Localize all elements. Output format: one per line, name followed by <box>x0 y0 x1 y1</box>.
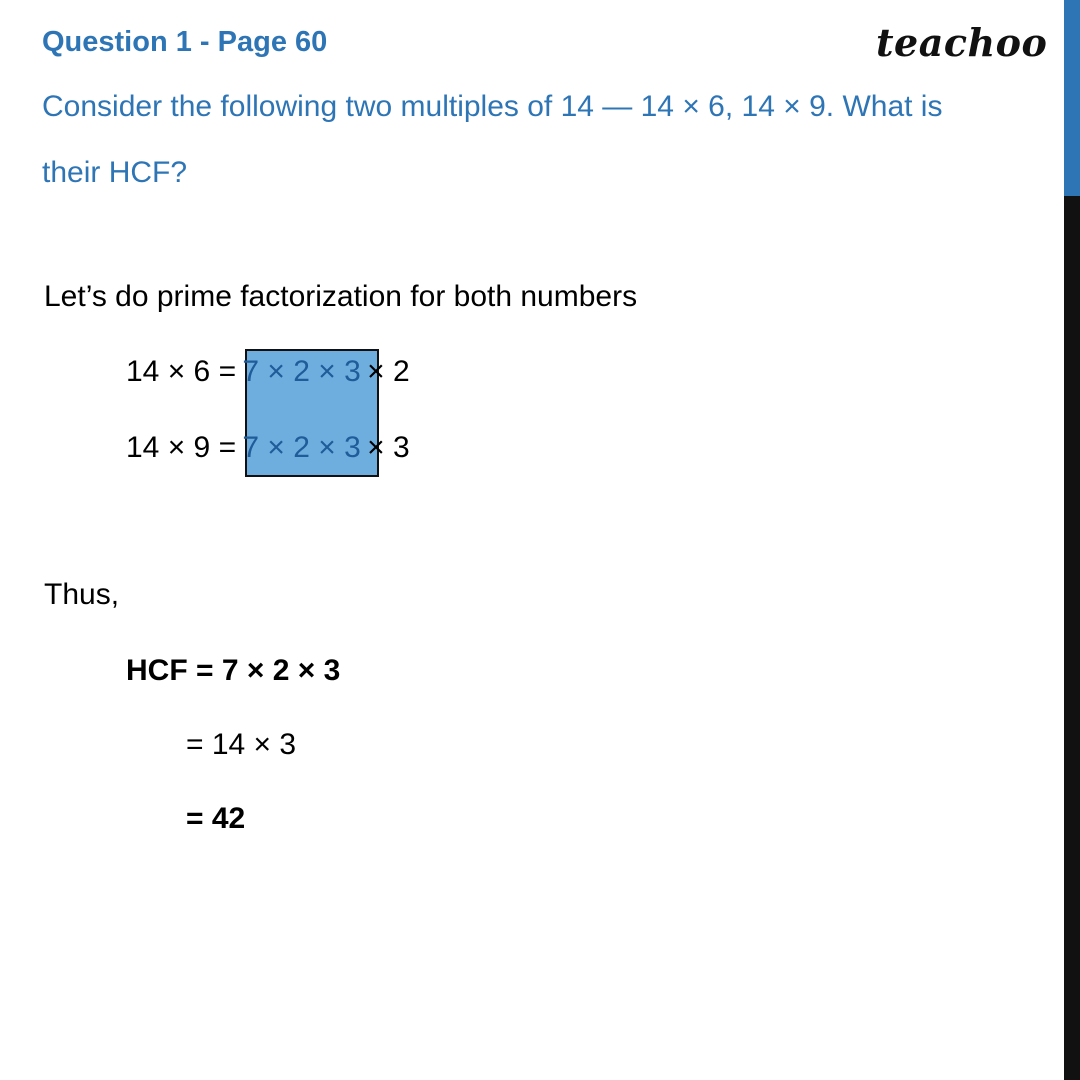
factorization-eq-1 <box>126 352 410 392</box>
eq1-lhs: 14 × 6 = <box>126 355 237 388</box>
solution-intro: Let’s do prime factorization for both numbers <box>44 280 638 313</box>
factorization-eq-2 <box>126 428 410 468</box>
thus-label: Thus, <box>44 578 120 611</box>
eq1-common-factors: 7 × 2 × 3 <box>242 355 361 388</box>
question-line-2: their HCF? <box>42 156 188 189</box>
teachoo-logo: teachoo <box>876 20 1048 65</box>
hcf-final-answer: = 42 <box>186 802 246 835</box>
hcf-result-line: HCF = 7 × 2 × 3 <box>126 654 341 687</box>
eq2-lhs: 14 × 9 = <box>126 431 237 464</box>
eq2-common-factors: 7 × 2 × 3 <box>242 431 361 464</box>
eq1-rest: × 2 <box>367 355 410 388</box>
hcf-step-2: = 14 × 3 <box>186 728 297 761</box>
page-title: Question 1 - Page 60 <box>42 26 328 58</box>
scrollbar-thumb[interactable] <box>1064 0 1080 196</box>
eq2-rest: × 3 <box>367 431 410 464</box>
question-line-1: Consider the following two multiples of 14 — 14 × 6, 14 × 9. What is <box>42 90 943 123</box>
